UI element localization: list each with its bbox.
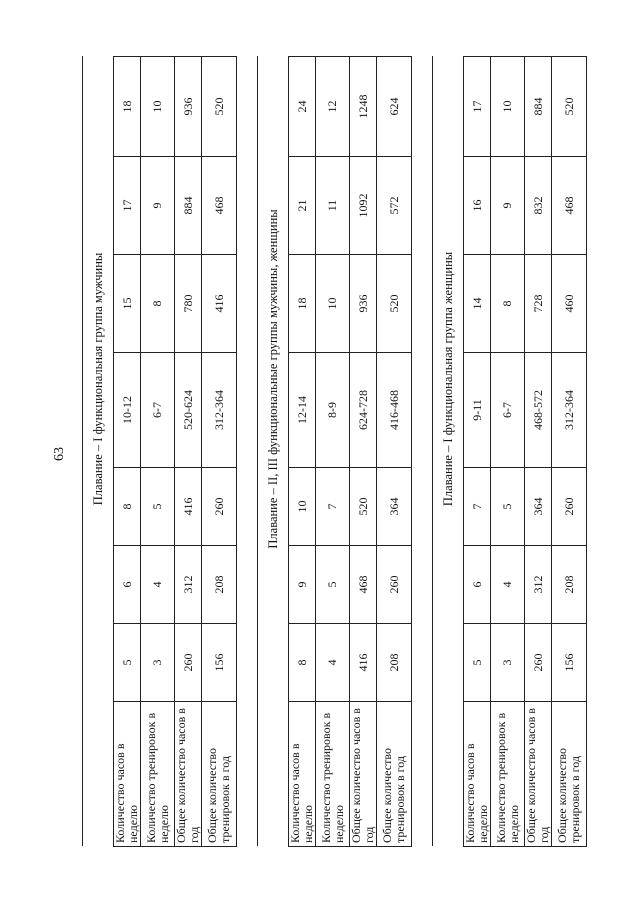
- table-cell: 884: [525, 56, 552, 156]
- table-cell: 520: [350, 468, 377, 546]
- row-label: Количество тренировок в неделю: [491, 702, 525, 847]
- row-label: Общее количество тренировок в год: [377, 702, 412, 847]
- table-cell: 4: [491, 546, 525, 624]
- table-cell: 416-468: [377, 353, 412, 468]
- table-cell: 468-572: [525, 353, 552, 468]
- section-spacer: [412, 56, 433, 846]
- table-cell: 6-7: [141, 353, 175, 468]
- table-cell: 6: [114, 546, 141, 624]
- table-cell: 260: [525, 624, 552, 702]
- table-cell: 260: [552, 468, 587, 546]
- table-row: [175, 56, 202, 846]
- table-cell: 4: [141, 546, 175, 624]
- table-cell: 6: [464, 546, 491, 624]
- table-row: [350, 56, 377, 846]
- table-cell: 936: [350, 255, 377, 353]
- table-cell: 12: [316, 56, 350, 156]
- table-cell: 21: [289, 157, 316, 255]
- table-cell: 780: [175, 255, 202, 353]
- table-cell: 936: [175, 56, 202, 156]
- table-cell: 208: [202, 546, 237, 624]
- table-cell: 10: [141, 56, 175, 156]
- row-label: Общее количество часов в год: [525, 702, 552, 847]
- row-label: Общее количество тренировок в год: [202, 702, 237, 847]
- table-cell: 416: [175, 468, 202, 546]
- table-cell: 5: [316, 546, 350, 624]
- row-label: Общее количество часов в год: [175, 702, 202, 847]
- table-cell: 312-364: [552, 353, 587, 468]
- table-cell: 6-7: [491, 353, 525, 468]
- table-cell: 156: [552, 624, 587, 702]
- table-cell: 14: [464, 255, 491, 353]
- table-cell: 1092: [350, 157, 377, 255]
- row-label: Количество тренировок в неделю: [316, 702, 350, 847]
- table-cell: 260: [377, 546, 412, 624]
- row-label: Количество часов в неделю: [289, 702, 316, 847]
- table-cell: 468: [350, 546, 377, 624]
- table-cell: 572: [377, 157, 412, 255]
- table-cell: 17: [464, 56, 491, 156]
- table-row: [141, 56, 175, 846]
- table-cell: 7: [316, 468, 350, 546]
- table-cell: 416: [202, 255, 237, 353]
- table-cell: 468: [202, 157, 237, 255]
- table-cell: 10: [491, 56, 525, 156]
- table-cell: 460: [552, 255, 587, 353]
- table-cell: 312: [175, 546, 202, 624]
- table-cell: 884: [175, 157, 202, 255]
- table-cell: 16: [464, 157, 491, 255]
- table-cell: 3: [141, 624, 175, 702]
- page-number: 63: [52, 447, 67, 461]
- table-cell: 5: [114, 624, 141, 702]
- table-cell: 5: [464, 624, 491, 702]
- section-header-row: [83, 56, 114, 846]
- table-cell: 832: [525, 157, 552, 255]
- table-row: [464, 56, 491, 846]
- table-cell: 18: [289, 255, 316, 353]
- table-cell: 468: [552, 157, 587, 255]
- table-cell: 9: [141, 157, 175, 255]
- table-cell: 260: [202, 468, 237, 546]
- table-row: [491, 56, 525, 846]
- table-cell: 312-364: [202, 353, 237, 468]
- table-cell: 3: [491, 624, 525, 702]
- table-cell: 5: [141, 468, 175, 546]
- table-cell: 208: [377, 624, 412, 702]
- row-label: Общее количество тренировок в год: [552, 702, 587, 847]
- table-cell: 10: [289, 468, 316, 546]
- table-cell: 624-728: [350, 353, 377, 468]
- table-cell: 11: [316, 157, 350, 255]
- table-cell: 156: [202, 624, 237, 702]
- table-cell: 7: [464, 468, 491, 546]
- section-spacer: [237, 56, 258, 846]
- table-row: [289, 56, 316, 846]
- table-cell: 24: [289, 56, 316, 156]
- section-title: Плавание – II, III функциональные группы мужчины, женщины: [258, 56, 289, 701]
- table-cell: 18: [114, 56, 141, 156]
- table-cell: 8: [289, 624, 316, 702]
- row-label: Общее количество часов в год: [350, 702, 377, 847]
- row-label: Количество часов в неделю: [114, 702, 141, 847]
- table-cell: 364: [525, 468, 552, 546]
- table-cell: 8: [491, 255, 525, 353]
- table-cell: 5: [491, 468, 525, 546]
- rotated-table-container: [82, 57, 582, 847]
- table-row: [316, 56, 350, 846]
- table-cell: 312: [525, 546, 552, 624]
- table-cell: 10-12: [114, 353, 141, 468]
- table-cell: 8-9: [316, 353, 350, 468]
- table-cell: 17: [114, 157, 141, 255]
- row-label: Количество часов в неделю: [464, 702, 491, 847]
- table-cell: 4: [316, 624, 350, 702]
- table-cell: 8: [141, 255, 175, 353]
- table-cell: 12-14: [289, 353, 316, 468]
- table-cell: 520: [377, 255, 412, 353]
- section-title: Плавание – I функциональная группа женщины: [433, 56, 464, 701]
- training-volume-table: [82, 56, 587, 847]
- table-cell: 9: [289, 546, 316, 624]
- table-cell: 416: [350, 624, 377, 702]
- table-cell: 260: [175, 624, 202, 702]
- table-row: [114, 56, 141, 846]
- table-cell: 9: [491, 157, 525, 255]
- table-cell: 9-11: [464, 353, 491, 468]
- table-row: [552, 56, 587, 846]
- section-header-row: [433, 56, 464, 846]
- table-cell: 15: [114, 255, 141, 353]
- table-cell: 1248: [350, 56, 377, 156]
- table-row: [377, 56, 412, 846]
- table-cell: 10: [316, 255, 350, 353]
- table-cell: 520: [552, 56, 587, 156]
- table-cell: 8: [114, 468, 141, 546]
- table-cell: 624: [377, 56, 412, 156]
- table-row: [202, 56, 237, 846]
- row-label: Количество тренировок в неделю: [141, 702, 175, 847]
- section-header-row: [258, 56, 289, 846]
- table-cell: 208: [552, 546, 587, 624]
- table-cell: 364: [377, 468, 412, 546]
- table-cell: 520-624: [175, 353, 202, 468]
- section-title: Плавание – I функциональная группа мужчины: [83, 56, 114, 701]
- table-cell: 728: [525, 255, 552, 353]
- table-cell: 520: [202, 56, 237, 156]
- table-row: [525, 56, 552, 846]
